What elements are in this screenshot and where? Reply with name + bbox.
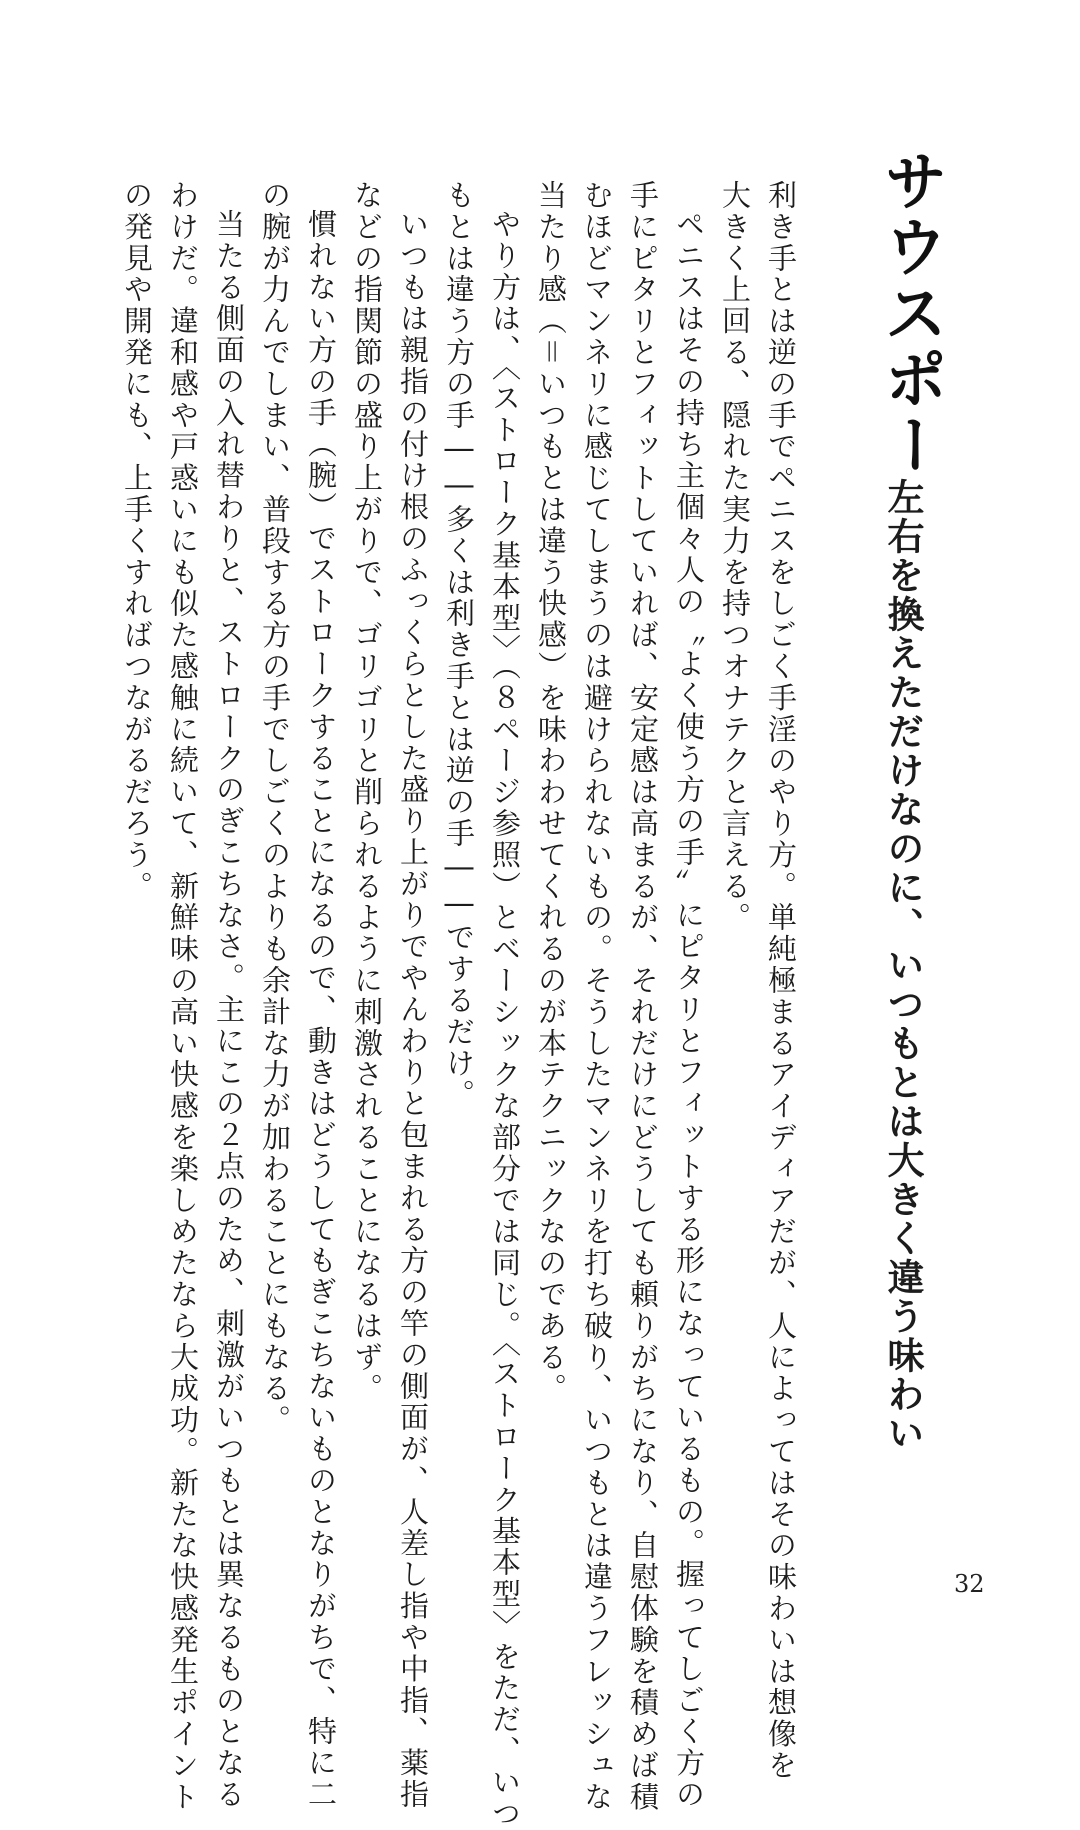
body-line: いつもは親指の付け根のふっくらとした盛り上がりでやんわりと包まれる方の竿の側面が、人差し指や中指、薬指 (396, 209, 430, 1811)
body-line: 当たり感（＝いつもとは違う快感）を味わわせてくれるのが本テクニックなのである。 (534, 180, 568, 1405)
body-line: 当たる側面の入れ替わりと、ストロークのぎこちなさ。主にこの２点のため、刺激がいつもとは異なるものとなる (212, 209, 246, 1811)
body-line: 慣れない方の手（腕）でストロークすることになるので、動きはどうしてもぎこちないものとなりがちで、特に二 (304, 209, 338, 1811)
body-line: 大きく上回る、隠れた実力を持つオナテクと言える。 (718, 180, 752, 934)
page-number: 32 (954, 1570, 985, 1598)
body-line: 手にピタリとフィットしていれば、安定感は高まるが、それだけにどうしても頼りがちになり、自慰体験を積めば積 (626, 180, 660, 1813)
body-line: もとは違う方の手――多くは利き手とは逆の手――でするだけ。 (442, 180, 476, 1111)
section-title: サウスポー (873, 148, 947, 478)
body-line: むほどマンネリに感じてしまうのは避けられないもの。そうしたマンネリを打ち破り、いつもとは違うフレッシュな (580, 180, 614, 1813)
body-line: の発見や開発にも、上手くすればつながるだろう。 (120, 180, 154, 903)
body-line: ペニスはその持ち主個々人の〝よく使う方の手〟にピタリとフィットする形になっているもの。握ってしごく方の (672, 209, 706, 1811)
section-subtitle: 左右を換えただけなのに、いつもとは大きく違う味わい (881, 478, 924, 1453)
body-line: わけだ。違和感や戸惑いにも似た感触に続いて、新鮮味の高い快感を楽しめたなら大成功。新たな快感発生ポイント (166, 180, 200, 1813)
body-line: 利き手とは逆の手でペニスをしごく手淫のやり方。単純極まるアイディアだが、人によってはその味わいは想像を (764, 180, 798, 1782)
body-line: の腕が力んでしまい、普段する方の手でしごくのよりも余計な力が加わることにもなる。 (258, 180, 292, 1436)
body-line: やり方は、〈ストローク基本型〉（８ページ参照）とベーシックな部分では同じ。〈ストローク基本型〉をただ、いつ (488, 209, 522, 1830)
body-line: などの指関節の盛り上がりで、ゴリゴリと削られるように刺激されることになるはず。 (350, 180, 384, 1405)
